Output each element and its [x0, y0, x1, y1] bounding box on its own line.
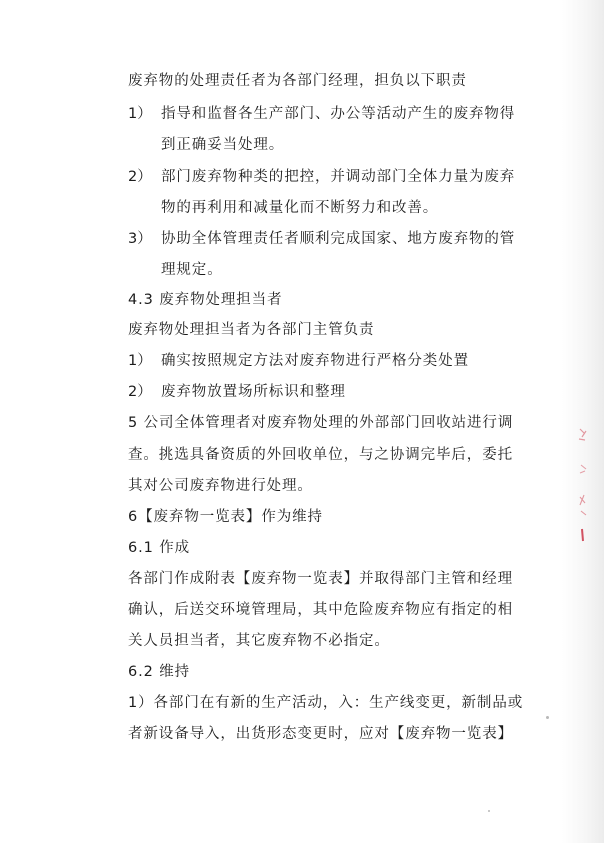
list-number-4-3-2: 2） [128, 384, 152, 400]
section-heading-6: 6【废弃物一览表】作为维持 [128, 509, 323, 525]
section-4-3-intro: 废弃物处理担当者为各部门主管负责 [128, 322, 375, 338]
section-6-1-line-2: 确认，后送交环境管理局，其中危险废弃物应有指定的相 [128, 602, 513, 618]
paragraph-5-line-1: 5 公司全体管理者对废弃物处理的外部部门回收站进行调 [128, 415, 514, 431]
list-item-1-line-1: 指导和监督各生产部门、办公等活动产生的废弃物得 [161, 106, 516, 122]
list-number-4-3-1: 1） [128, 353, 152, 369]
paragraph-5-line-2: 查。挑选具备资质的外回收单位，与之协调完毕后，委托 [128, 447, 513, 463]
scan-speck [546, 716, 549, 719]
section-6-1-line-3: 关人员担当者，其它废弃物不必指定。 [128, 633, 390, 649]
section-6-1-line-1: 各部门作成附表【废弃物一览表】并取得部门主管和经理 [128, 571, 513, 587]
list-item-2-line-1: 部门废弃物种类的把控，并调动部门全体力量为废弃 [161, 169, 516, 185]
section-6-2-line-2: 者新设备导入，出货形态变更时，应对【废弃物一览表】 [128, 726, 513, 742]
list-number-3: 3） [128, 231, 152, 247]
paragraph-5-line-3: 其对公司废弃物进行处理。 [128, 478, 313, 494]
list-item-2-line-2: 物的再利用和减量化而不断努力和改善。 [161, 200, 439, 216]
section-heading-6-1: 6.1 作成 [128, 540, 191, 556]
list-number-1: 1） [128, 106, 152, 122]
section-heading-4-3: 4.3 废弃物处理担当者 [128, 292, 283, 308]
list-item-4-3-1: 确实按照规定方法对废弃物进行严格分类处置 [161, 353, 469, 369]
list-item-3-line-1: 协助全体管理责任者顺利完成国家、地方废弃物的管 [161, 231, 516, 247]
list-item-4-3-2: 废弃物放置场所标识和整理 [161, 384, 346, 400]
list-item-3-line-2: 理规定。 [161, 262, 223, 278]
scan-speck [488, 810, 490, 812]
section-heading-6-2: 6.2 维持 [128, 664, 191, 680]
section-6-2-line-1: 1）各部门在有新的生产活动，入：生产线变更，新制品或 [128, 695, 524, 711]
list-item-1-line-2: 到正确妥当处理。 [161, 137, 285, 153]
list-number-2: 2） [128, 169, 152, 185]
responsibility-intro: 废弃物的处理责任者为各部门经理，担负以下职责 [128, 73, 467, 89]
bleed-through-stamp-marks [574, 425, 592, 545]
